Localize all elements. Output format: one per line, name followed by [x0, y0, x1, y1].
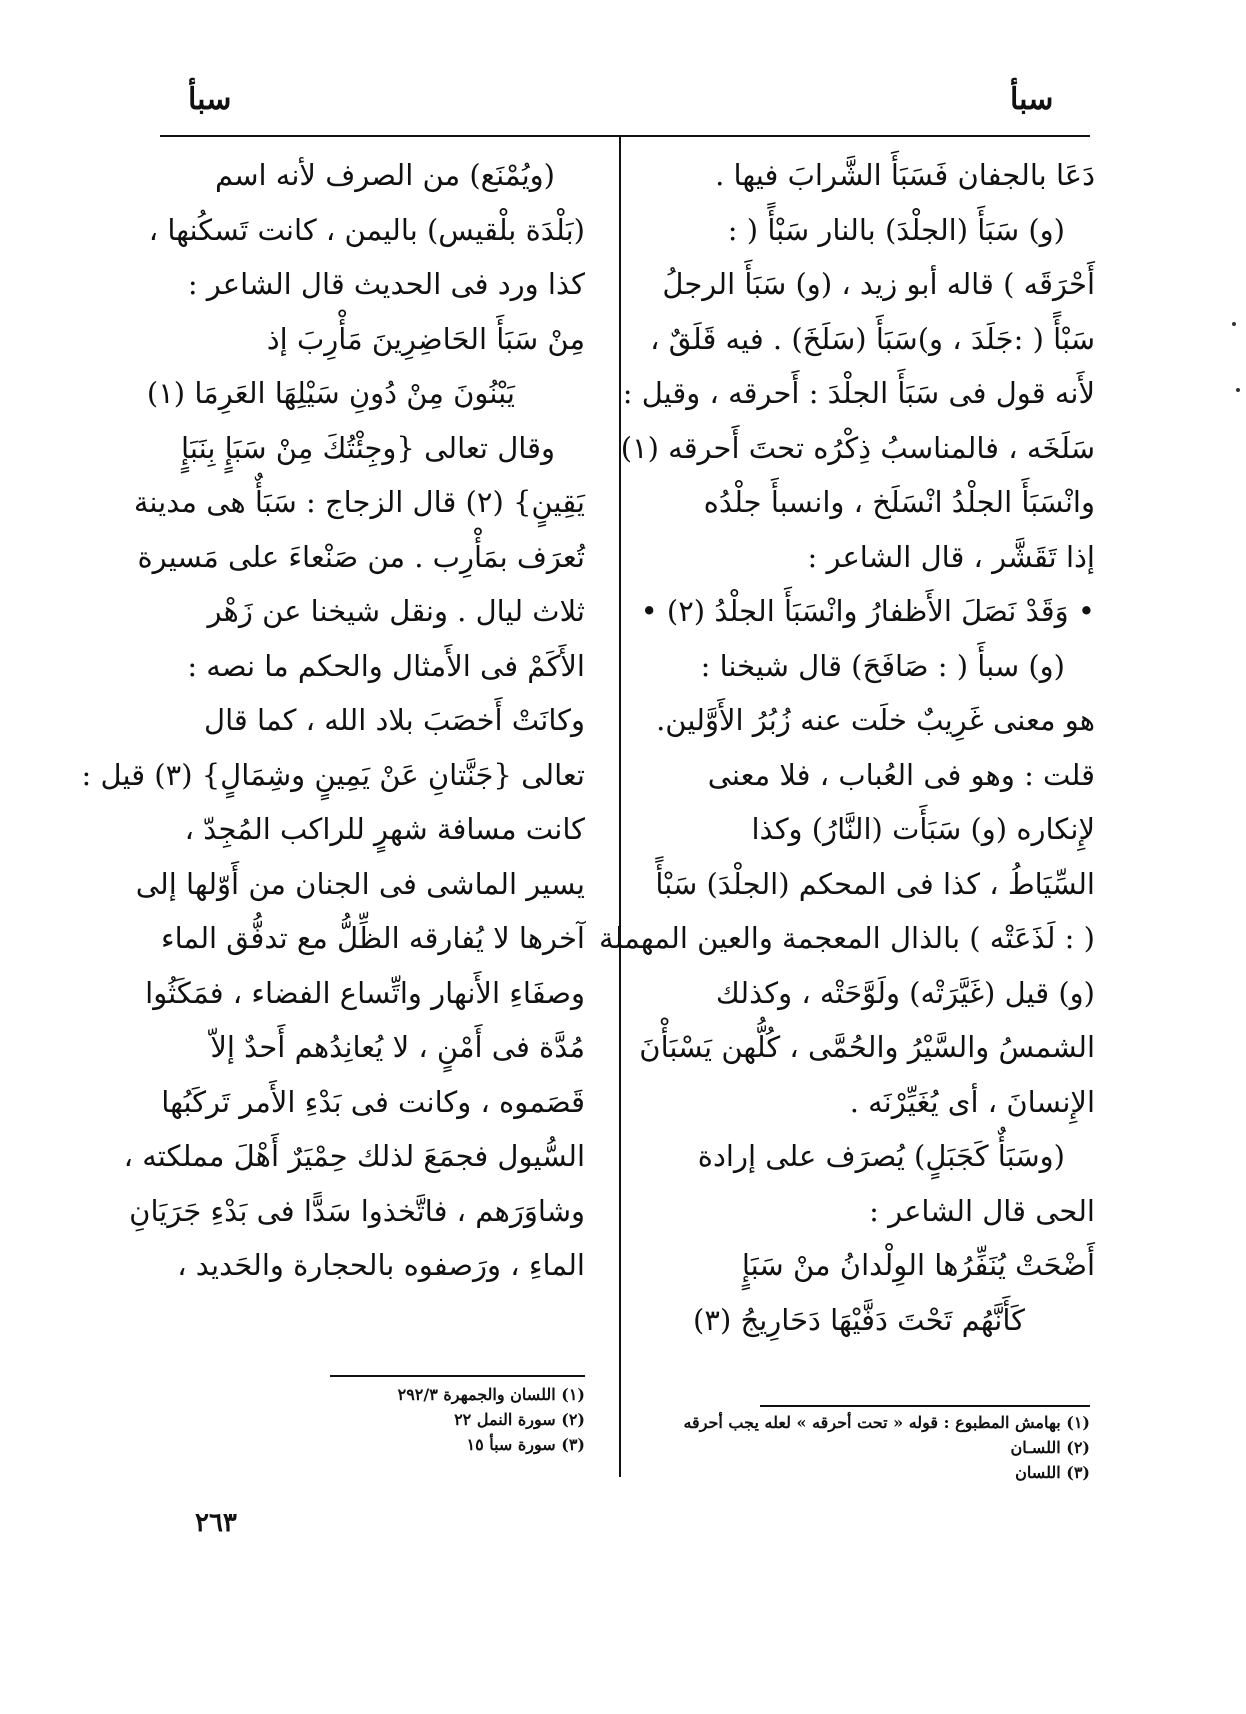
footnote-rule-left	[330, 1375, 585, 1377]
text-line: السُّيول فجمَعَ لذلك حِمْيَرٌ أَهْلَ مملكته ،	[123, 1139, 585, 1173]
text-line: (وسَبَأٌ كَجَبَلٍ) يُصرَف على إرادة	[697, 1139, 1065, 1173]
footnotes-left	[330, 1382, 585, 1457]
scan-speck	[1236, 388, 1240, 392]
text-line: الأَكَمْ فى الأَمثال والحكم ما نصه :	[187, 648, 585, 683]
verse-line: كَأَنَّهُم تَحْتَ دَفَّيْهَا دَحَارِيجُ (٣)	[693, 1302, 1025, 1337]
text-line: لإِنكاره (و) سَبَأَت (النَّارُ) وكذا	[751, 812, 1095, 846]
text-line: تعالى {جَنَّتانِ عَنْ يَمِينٍ وشِمَالٍ} (٣) قيل :	[81, 757, 585, 792]
text-line: آخرها لا يُفارقه الظِّلُّ مع تدفُّق الماء	[160, 921, 585, 955]
text-line: السِّيَاطُ ، كذا فى المحكم (الجلْدَ) سَبْأً	[655, 866, 1095, 901]
text-line: هو معنى غَرِيبٌ خلَت عنه زُبُرُ الأَوَّلين.	[656, 703, 1095, 737]
verse-line: أَضْحَتْ يُنَفِّرُها الوِلْدانُ منْ سَبَإٍ	[741, 1248, 1095, 1282]
left-column	[81, 148, 585, 1293]
text-line: (بَلْدَة بلْقيس) باليمن ، كانت تَسكُنها ،	[148, 212, 585, 247]
text-line: قَصَموه ، وكانت فى بَدْءِ الأَمر تَركَبُها	[161, 1084, 585, 1119]
text-line: كذا ورد فى الحديث قال الشاعر :	[187, 267, 585, 301]
text-line: تُعرَف بمَأْرِب . من صَنْعاءَ على مَسيرة	[137, 539, 585, 574]
text-line: لأَنه قول فى سَبَأَ الجلْدَ : أَحرقه ، وقيل :	[622, 376, 1095, 410]
text-line: ( : لَذَعَتْه ) بالذال المعجمة والعين المهملة	[598, 921, 1095, 955]
scan-speck	[1232, 322, 1236, 326]
text-line: كانت مسافة شهرٍ للراكب المُجِدّ ،	[184, 812, 585, 846]
verse-line: • وَقَدْ نَصَلَ الأَظفارُ وانْسَبَأَ الجلْدُ (٢) •	[640, 594, 1095, 628]
footnote: (٢) اللسـان	[1010, 1438, 1090, 1457]
text-line: إذا تَقَشَّر ، قال الشاعر :	[807, 539, 1095, 574]
text-line: يسير الماشى فى الجنان من أَوّلها إلى	[135, 866, 585, 901]
column-divider	[619, 137, 621, 1477]
text-line: وقال تعالى {وجِئْتُكَ مِنْ سَبَإٍ بِنَبَإٍ	[181, 430, 555, 465]
text-line: الشمسُ والسَّيْرُ والحُمَّى ، كُلُّهن يَسْبَأْنَ	[639, 1030, 1095, 1064]
text-line: وشاوَرَهم ، فاتَّخذوا سَدًّا فى بَدْءِ جَرَيَانِ	[129, 1193, 585, 1228]
running-header-right: سبأ	[1010, 82, 1054, 117]
text-line: سَلَخَه ، فالمناسبُ ذِكْرُه تحتَ أَحرقه (١)	[620, 430, 1095, 465]
text-line: مُدَّة فى أَمْنٍ ، لا يُعانِدُهم أَحدٌ إلاّ	[210, 1030, 585, 1064]
text-line: أَحْرَقَه ) قاله أبو زيد ، (و) سَبَأَ الرجلُ	[662, 267, 1095, 301]
text-line: (و) سبأَ ( : صَافَحَ) قال شيخنا :	[700, 648, 1065, 683]
text-line: وانْسَبَأَ الجلْدُ انْسَلَخ ، وانسبأَ جلْدُه	[703, 485, 1095, 519]
text-line: الإِنسانَ ، أى يُغَيِّرْنَه .	[849, 1084, 1095, 1119]
header-rule	[160, 135, 1090, 137]
text-line: سَبْأً ( :جَلَدَ ، و)سَبَأَ (سَلَخَ) . فيه قَلَقٌ ،	[650, 321, 1095, 356]
footnote: (٣) سورة سبأ ١٥	[466, 1435, 585, 1454]
footnote: (١) اللسان والجمهرة ٢٩٢/٣	[397, 1385, 585, 1404]
footnote: (٣) اللسان	[1015, 1463, 1090, 1482]
text-line: وكانَتْ أَخصَبَ بلاد الله ، كما قال	[204, 703, 585, 737]
right-column	[598, 148, 1095, 1347]
footnote-rule-right	[760, 1405, 1090, 1407]
text-line: (و) قيل (غَيَّرَتْه) ولَوَّحَتْه ، وكذلك	[715, 975, 1095, 1010]
footnote: (١) بهامش المطبوع : قوله « تحت أحرقه » لعله يجب أحرقه	[683, 1413, 1090, 1432]
text-line: الماءِ ، ورَصفوه بالحجارة والحَديد ،	[177, 1248, 585, 1282]
text-line: (ويُمْنَع) من الصرف لأنه اسم	[214, 158, 555, 192]
text-line: الحى قال الشاعر :	[869, 1193, 1095, 1228]
running-header-left: سبأ	[188, 82, 232, 117]
text-line: قلت : وهو فى العُباب ، فلا معنى	[707, 757, 1095, 792]
footnotes-right	[683, 1410, 1090, 1485]
text-line: يَقِينٍ} (٢) قال الزجاج : سَبَأٌ هى مدينة	[133, 485, 585, 519]
verse-line: مِنْ سَبَأَ الحَاضِرِينَ مَأْرِبَ إذ	[266, 321, 585, 356]
text-line: (و) سَبَأَ (الجلْدَ) بالنار سَبْأً ( :	[727, 212, 1065, 247]
verse-line: يَبْنُونَ مِنْ دُونِ سَيْلِهَا العَرِمَا (١)	[146, 376, 515, 410]
page-number: ٢٦٣	[195, 1508, 237, 1538]
text-line: دَعَا بالجفان فَسَبَأَ الشَّرابَ فيها .	[715, 158, 1095, 192]
footnote: (٢) سورة النمل ٢٢	[454, 1410, 585, 1429]
text-line: ثلاث ليال . ونقل شيخنا عن زَهْر	[207, 594, 585, 628]
text-line: وصفَاءِ الأَنهار واتِّساع الفضاء ، فمَكَثُوا	[145, 975, 585, 1010]
